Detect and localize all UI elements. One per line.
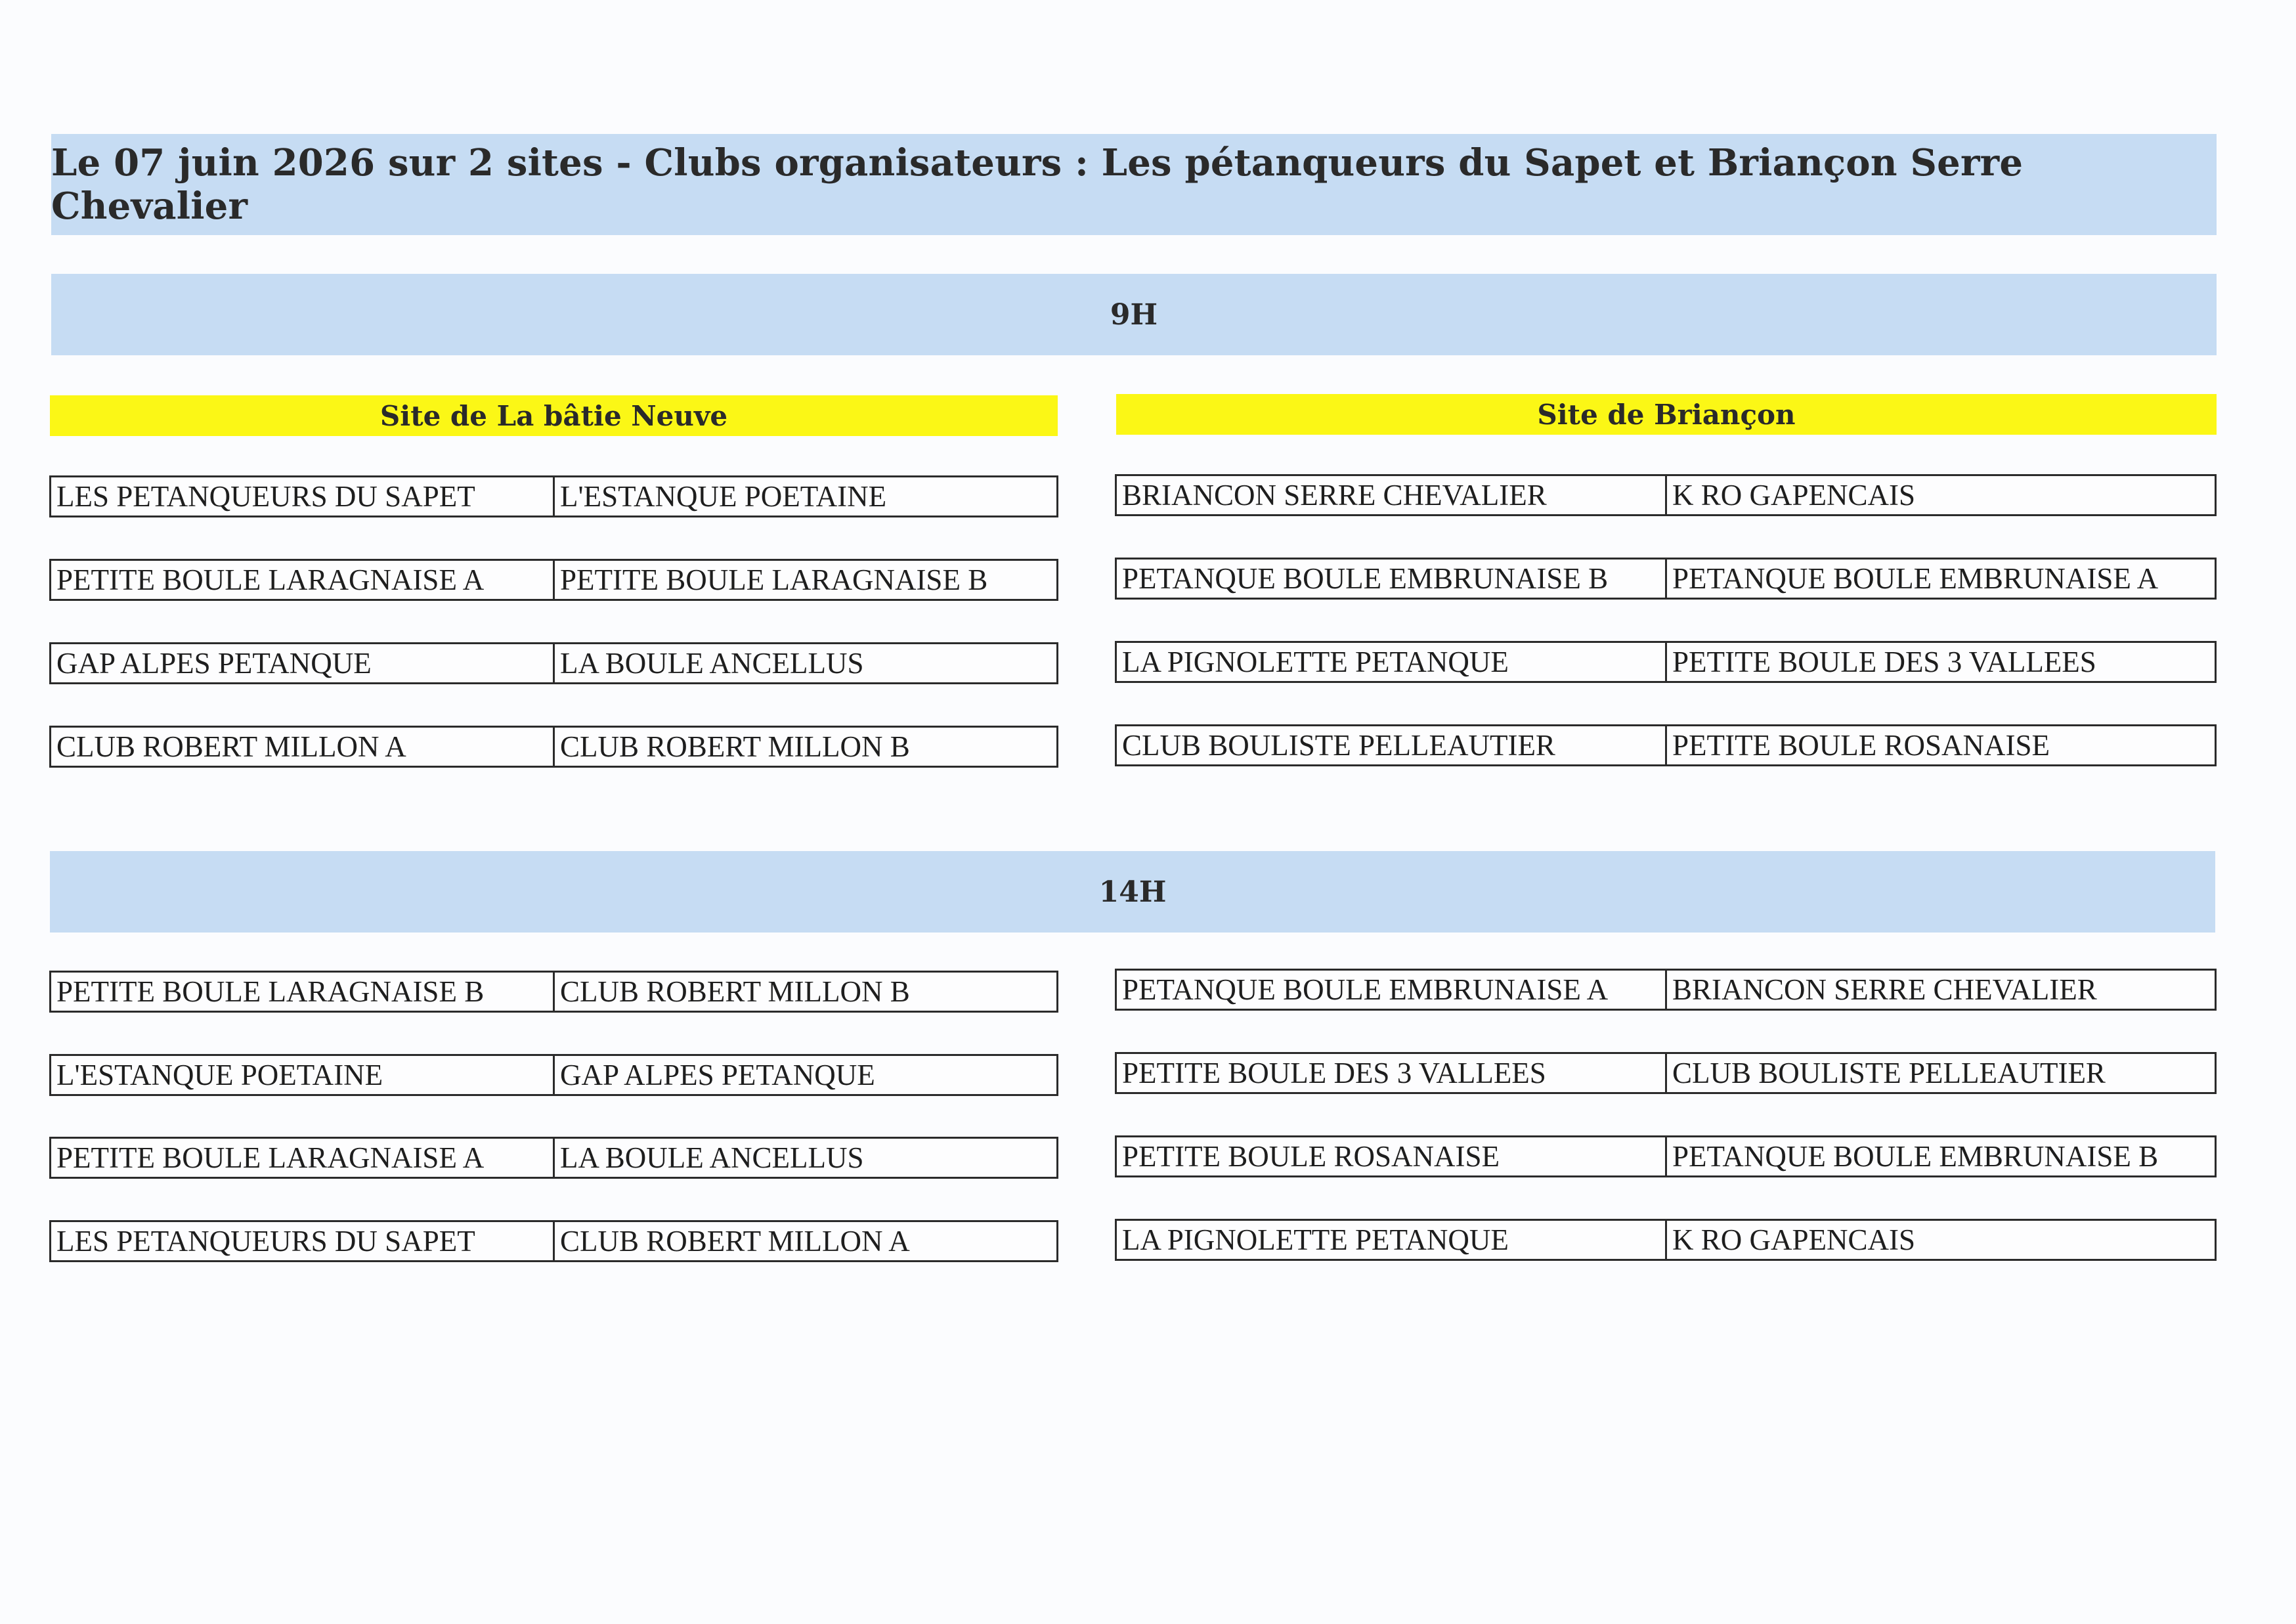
page-title: Le 07 juin 2026 sur 2 sites - Clubs organisateurs : Les pétanqueurs du Sapet et Briançon Serre Chevalier bbox=[51, 134, 2217, 235]
site-header-right: Site de Briançon bbox=[1116, 394, 2217, 435]
match-row bbox=[1115, 474, 2217, 516]
team-home: LA PIGNOLETTE PETANQUE bbox=[1117, 1221, 1667, 1259]
match-row bbox=[1115, 969, 2217, 1011]
team-home: GAP ALPES PETANQUE bbox=[51, 644, 555, 682]
team-home: LES PETANQUEURS DU SAPET bbox=[51, 1222, 555, 1260]
team-away: PETANQUE BOULE EMBRUNAISE A bbox=[1672, 562, 2159, 595]
match-row bbox=[49, 971, 1058, 1013]
team-home: CLUB BOULISTE PELLEAUTIER bbox=[1117, 726, 1667, 764]
match-row bbox=[49, 1054, 1058, 1096]
team-away: BRIANCON SERRE CHEVALIER bbox=[1672, 973, 2097, 1006]
match-row bbox=[49, 642, 1058, 684]
match-row bbox=[49, 475, 1058, 517]
team-away: CLUB ROBERT MILLON B bbox=[560, 730, 910, 763]
team-away: LA BOULE ANCELLUS bbox=[560, 1141, 864, 1174]
session-time-9h: 9H bbox=[51, 274, 2217, 355]
team-away: L'ESTANQUE POETAINE bbox=[560, 480, 887, 513]
match-row bbox=[49, 559, 1058, 601]
team-home: PETITE BOULE DES 3 VALLEES bbox=[1117, 1054, 1667, 1092]
team-away: GAP ALPES PETANQUE bbox=[560, 1059, 875, 1091]
team-home: PETITE BOULE ROSANAISE bbox=[1117, 1137, 1667, 1175]
match-row bbox=[49, 726, 1058, 768]
team-home: LA PIGNOLETTE PETANQUE bbox=[1117, 643, 1667, 681]
team-away: LA BOULE ANCELLUS bbox=[560, 647, 864, 680]
session-time-14h: 14H bbox=[50, 851, 2215, 933]
match-row bbox=[1115, 558, 2217, 600]
team-home: PETITE BOULE LARAGNAISE B bbox=[51, 973, 555, 1011]
team-away: CLUB ROBERT MILLON B bbox=[560, 975, 910, 1008]
match-row bbox=[49, 1137, 1058, 1179]
team-away: K RO GAPENCAIS bbox=[1672, 479, 1916, 512]
team-away: CLUB ROBERT MILLON A bbox=[560, 1225, 910, 1258]
team-away: PETITE BOULE LARAGNAISE B bbox=[560, 563, 988, 596]
team-away: PETITE BOULE ROSANAISE bbox=[1672, 729, 2050, 762]
match-row bbox=[1115, 724, 2217, 766]
team-home: CLUB ROBERT MILLON A bbox=[51, 728, 555, 766]
match-row bbox=[1115, 1135, 2217, 1177]
team-home: PETITE BOULE LARAGNAISE A bbox=[51, 1139, 555, 1177]
team-home: PETANQUE BOULE EMBRUNAISE B bbox=[1117, 560, 1667, 598]
team-away: K RO GAPENCAIS bbox=[1672, 1223, 1916, 1256]
site-header-left: Site de La bâtie Neuve bbox=[50, 395, 1058, 436]
team-home: L'ESTANQUE POETAINE bbox=[51, 1056, 555, 1094]
match-row bbox=[1115, 1052, 2217, 1094]
team-home: BRIANCON SERRE CHEVALIER bbox=[1117, 476, 1667, 514]
match-row bbox=[49, 1220, 1058, 1262]
team-home: PETANQUE BOULE EMBRUNAISE A bbox=[1117, 971, 1667, 1009]
team-home: PETITE BOULE LARAGNAISE A bbox=[51, 561, 555, 599]
match-row bbox=[1115, 1219, 2217, 1261]
team-away: CLUB BOULISTE PELLEAUTIER bbox=[1672, 1057, 2106, 1089]
team-home: LES PETANQUEURS DU SAPET bbox=[51, 477, 555, 516]
match-row bbox=[1115, 641, 2217, 683]
team-away: PETITE BOULE DES 3 VALLEES bbox=[1672, 646, 2096, 678]
team-away: PETANQUE BOULE EMBRUNAISE B bbox=[1672, 1140, 2159, 1173]
